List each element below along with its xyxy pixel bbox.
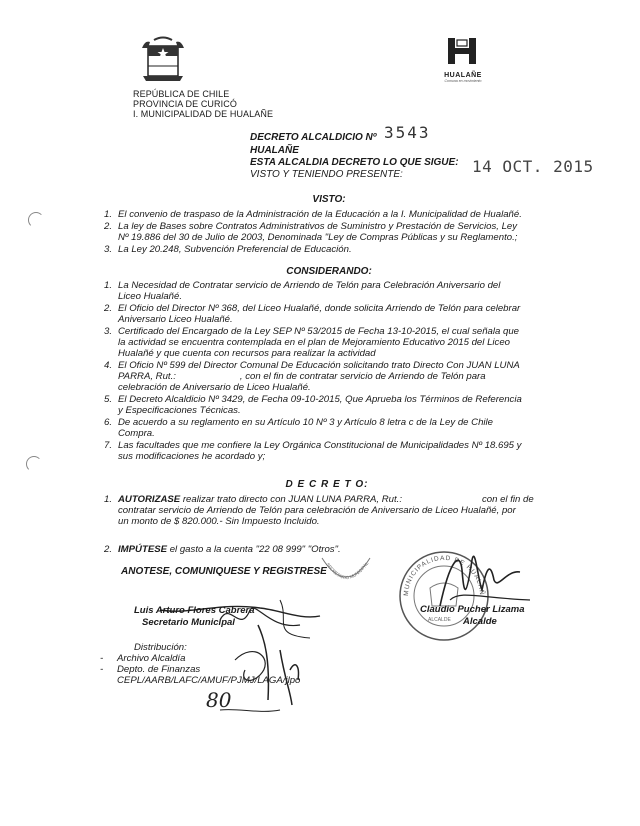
decree-visto-line: VISTO Y TENIENDO PRESENTE: bbox=[250, 169, 403, 180]
considerando-item-4: 4. El Oficio Nº 599 del Director Comunal De Educación solicitando trato Directo Con JUAN LUNA PARRA, Rut.: , con el fin de contratar servicio de Arriendo de Telón para celebración de Aniversario de Liceo Hualañé. bbox=[104, 360, 520, 393]
decree-place: HUALAÑE bbox=[250, 145, 299, 156]
decree-heading: ESTA ALCALDIA DECRETO LO QUE SIGUE: bbox=[250, 157, 459, 168]
seal-text: MUNICIPALIDAD DE HUALAÑ bbox=[402, 554, 486, 597]
visto-item-2: 2. La ley de Bases sobre Contratos Administrativos de Suministro y Prestación de Servicios, Ley Nº 19.886 del 30 de Julio de 2003, Denominada "Ley de Compras Públicas y su Reglamento.; bbox=[104, 221, 518, 243]
considerando-item-6: 6. De acuerdo a su reglamento en su Artículo 10 Nº 3 y Artículo 8 letra c de la Ley de Chile Compra. bbox=[104, 417, 494, 439]
decreto-item-1: 1. AUTORIZASE realizar trato directo con JUAN LUNA PARRA, Rut.: con el fin de contratar servicio de Arriendo de Telón para celebración de Aniversario de Liceo Hualañé, por un monto de $ 820.000.- Sin Impuesto Incluido. bbox=[104, 494, 534, 527]
seal-alcalde-text: ALCALDE bbox=[428, 617, 451, 623]
hualane-logo bbox=[442, 36, 484, 84]
decree-number: 3543 bbox=[384, 123, 431, 142]
considerando-item-5: 5. El Decreto Alcaldicio Nº 3429, de Fecha 09-10-2015, Que Aprueba los Términos de Referencia y Especificaciones Técnicas. bbox=[104, 394, 522, 416]
logo-text: HUALAÑE bbox=[444, 72, 482, 79]
distribution-title: Distribución: bbox=[134, 642, 187, 653]
distribution-initials: CEPL/AARB/LAFC/AMUF/PJMJ/LAGA/jlpo bbox=[117, 675, 301, 686]
header-province: PROVINCIA DE CURICÓ bbox=[133, 99, 237, 109]
considerando-item-2: 2. El Oficio del Director Nº 368, del Liceo Hualañé, donde solicita Arriendo de Telón para celebrar Aniversario Liceo Hualañé. bbox=[104, 303, 521, 325]
secretary-name: Luis Arturo Flores Cabrera bbox=[134, 605, 255, 616]
visto-title: VISTO: bbox=[312, 194, 346, 205]
considerando-item-1: 1. La Necesidad de Contratar servicio de Arriendo de Telón para Celebración Aniversario del Liceo Hualañé. bbox=[104, 280, 501, 302]
seal-secretary-text: SECRETARIO MUNICIPAL bbox=[325, 560, 370, 581]
visto-item-3: 3. La Ley 20.248, Subvención Preferencial de Educación. bbox=[104, 244, 352, 255]
authorize-keyword: AUTORIZASE bbox=[118, 494, 181, 505]
impute-keyword: IMPÚTESE bbox=[118, 544, 168, 555]
considerando-item-3: 3. Certificado del Encargado de la Ley SEP Nº 53/2015 de Fecha 13-10-2015, el cual señala que la actividad se encuentra contemplada en el plan de Mejoramiento Educativo 2015 del Liceo Hualañé y que cuenta con recursos para realizar la actividad bbox=[104, 326, 520, 359]
decreto-title: D E C R E T O: bbox=[285, 479, 369, 490]
mayor-title: Alcalde bbox=[463, 616, 497, 627]
visto-item-1: 1. El convenio de traspaso de la Administración de la Educación a la I. Municipalidad de Hualañé. bbox=[104, 209, 522, 220]
visto-list bbox=[104, 209, 574, 255]
considerando-list bbox=[104, 280, 574, 462]
chile-coat-of-arms bbox=[140, 36, 186, 84]
mayor-signature bbox=[420, 540, 540, 610]
logo-subtitle: Comuna en movimiento bbox=[444, 79, 482, 83]
svg-text:SECRETARIO MUNICIPAL bbox=[325, 560, 369, 580]
handwritten-number: 80 bbox=[206, 688, 232, 712]
header-republic: REPÚBLICA DE CHILE bbox=[133, 89, 230, 99]
closing-statement: ANOTESE, COMUNIQUESE Y REGISTRESE bbox=[121, 566, 327, 577]
decree-label: DECRETO ALCALDICIO Nº bbox=[250, 132, 377, 143]
distribution-item-2: - Depto. de Finanzas bbox=[100, 664, 201, 675]
hole-punch-mark-top bbox=[28, 212, 44, 228]
distribution-item-1: - Archivo Alcaldía bbox=[100, 653, 186, 664]
hole-punch-mark-bottom bbox=[26, 456, 42, 472]
handwritten-annotation bbox=[180, 620, 330, 720]
header-municipality: I. MUNICIPALIDAD DE HUALAÑE bbox=[133, 109, 274, 119]
secretary-title: Secretario Municipal bbox=[142, 617, 235, 628]
considerando-title: CONSIDERANDO: bbox=[286, 266, 372, 277]
date-stamp: 14 OCT. 2015 bbox=[472, 157, 594, 176]
considerando-item-7: 7. Las facultades que me confiere la Ley Orgánica Constitucional de Municipalidades Nº 18.695 y sus modificaciones he acordado y; bbox=[104, 440, 522, 462]
mayor-name: Claudio Pucher Lizama bbox=[420, 604, 525, 615]
decreto-item-2: 2. IMPÚTESE el gasto a la cuenta "22 08 999" "Otros". bbox=[104, 544, 341, 555]
